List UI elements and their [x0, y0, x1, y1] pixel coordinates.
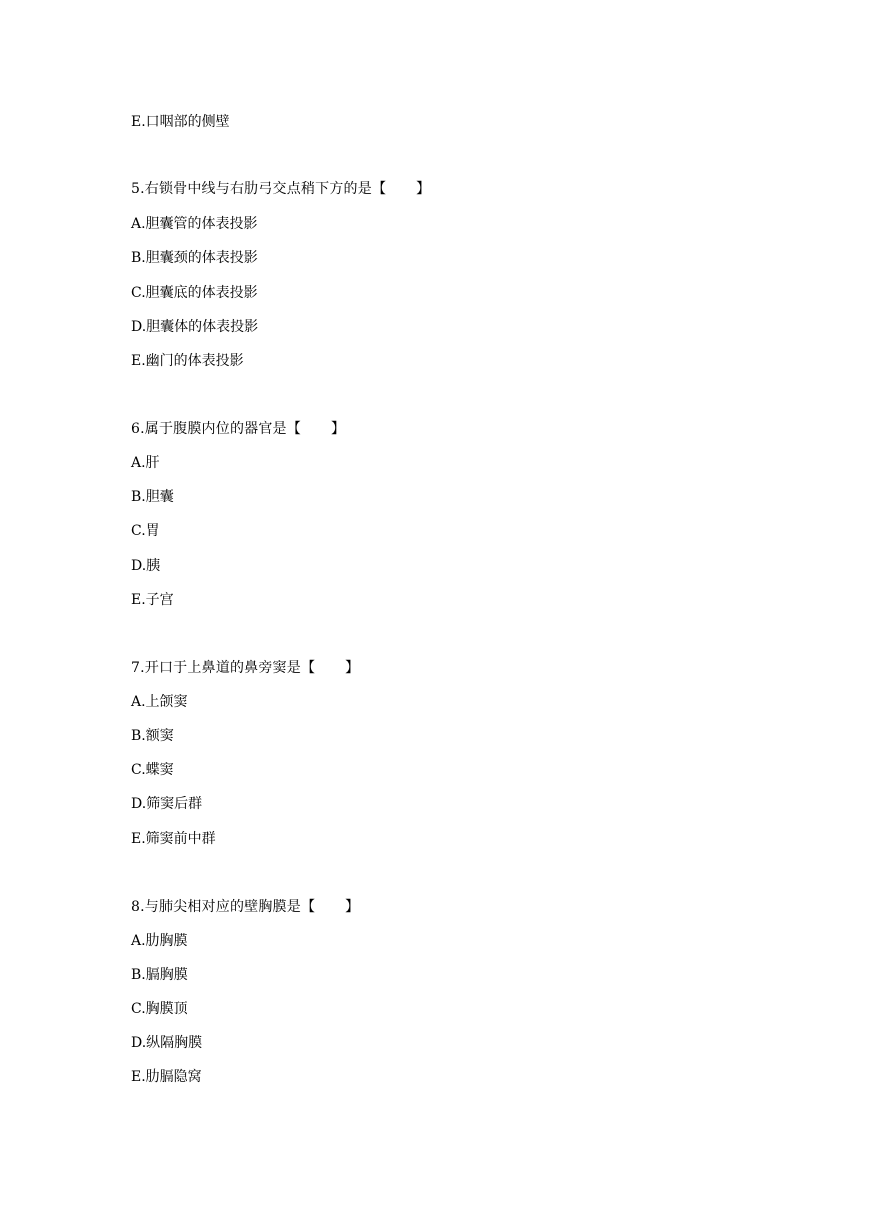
- question-5-option-c: C.胆囊底的体表投影: [131, 285, 258, 301]
- question-7-option-a: A.上颌窦: [131, 694, 188, 710]
- question-7-option-b: B.额窦: [131, 728, 174, 744]
- question-6-option-e: E.子宫: [131, 592, 174, 608]
- bracket-close: 】: [345, 660, 360, 676]
- question-8-stem: [131, 898, 359, 916]
- question-8-option-c: C.胸膜顶: [131, 1001, 188, 1017]
- question-6-stem-text: 6.属于腹膜内位的器官是【: [131, 421, 301, 437]
- question-6-option-d: D.胰: [131, 558, 161, 574]
- question-8-option-e: E.肋膈隐窝: [131, 1069, 202, 1085]
- question-8-option-a: A.肋胸膜: [131, 933, 188, 949]
- question-7-option-e: E.筛窦前中群: [131, 831, 216, 847]
- question-6-stem: [131, 420, 345, 438]
- bracket-close: 】: [416, 181, 431, 197]
- question-8-stem-text: 8.与肺尖相对应的壁胸膜是【: [131, 899, 316, 915]
- question-5-stem: [131, 180, 430, 198]
- question-5-option-e: E.幽门的体表投影: [131, 353, 244, 369]
- question-5-option-d: D.胆囊体的体表投影: [131, 319, 259, 335]
- question-6-option-c: C.胃: [131, 523, 160, 539]
- question-6-option-a: A.肝: [131, 455, 160, 471]
- lead-option: E.口咽部的侧壁: [131, 114, 230, 130]
- bracket-close: 】: [345, 899, 360, 915]
- question-6-option-b: B.胆囊: [131, 489, 174, 505]
- question-7-option-d: D.筛窦后群: [131, 796, 203, 812]
- question-5-option-b: B.胆囊颈的体表投影: [131, 250, 258, 266]
- question-5-option-a: A.胆囊管的体表投影: [131, 216, 258, 232]
- question-5-stem-text: 5.右锁骨中线与右肋弓交点稍下方的是【: [131, 181, 387, 197]
- question-7-option-c: C.蝶窦: [131, 762, 174, 778]
- question-8-option-b: B.膈胸膜: [131, 967, 188, 983]
- question-7-stem-text: 7.开口于上鼻道的鼻旁窦是【: [131, 660, 316, 676]
- bracket-close: 】: [330, 421, 346, 437]
- question-8-option-d: D.纵隔胸膜: [131, 1035, 203, 1051]
- question-7-stem: [131, 659, 359, 677]
